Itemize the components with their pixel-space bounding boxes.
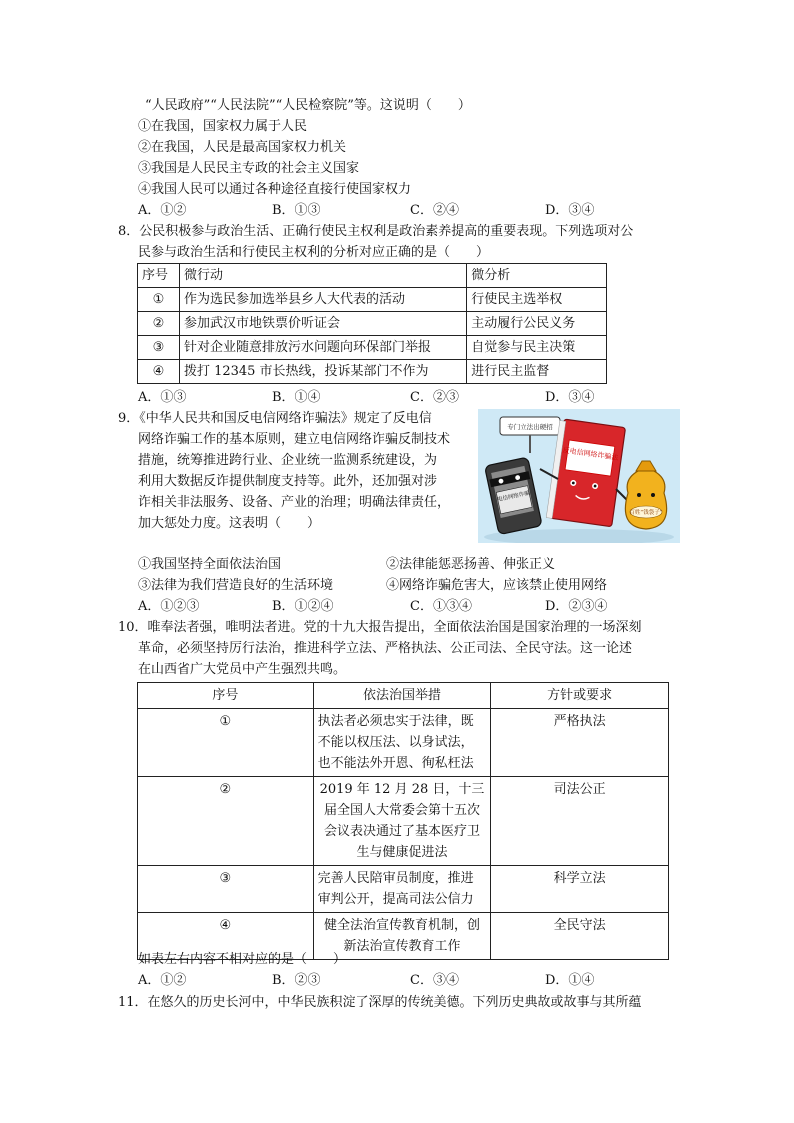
- q7-item-2: ②在我国，人民是最高国家权力机关: [138, 140, 347, 155]
- table-cell: 完善人民陪审员制度，推进审判公开，提高司法公信力: [313, 866, 491, 913]
- q9-option-d[interactable]: D．②③④: [545, 599, 608, 614]
- bag-text: 百姓“钱袋子”: [629, 510, 663, 516]
- table-cell: 全民守法: [491, 913, 669, 960]
- q9-stem-line-5: 诈相关非法服务、设备、产业的治理；明确法律责任，: [138, 495, 451, 510]
- table-row: [138, 777, 669, 866]
- table-header-row: [138, 683, 669, 709]
- table-cell: 司法公正: [491, 777, 669, 866]
- q7-item-3: ③我国是人民民主专政的社会主义国家: [138, 161, 360, 176]
- table-row: [138, 312, 607, 336]
- q7-item-4: ④我国人民可以通过各种途径直接行使国家权力: [138, 182, 412, 197]
- q9-stem-line-4: 利用大数据反诈提供制度支持等。此外，还加强对涉: [138, 474, 438, 489]
- table-cell: ④: [138, 360, 180, 384]
- q10-option-a[interactable]: A．①②: [138, 973, 187, 988]
- table-header-cell: 微行动: [179, 264, 466, 288]
- q9-item-3: ③法律为我们营造良好的生活环境: [138, 578, 334, 593]
- table-cell: ③: [138, 866, 314, 913]
- table-header-cell: 方针或要求: [491, 683, 669, 709]
- q9-item-4: ④网络诈骗危害大，应该禁止使用网络: [386, 578, 608, 593]
- table-cell: ①: [138, 709, 314, 777]
- table-cell: ④: [138, 913, 314, 960]
- q10-option-d[interactable]: D．①④: [545, 973, 595, 988]
- q9-option-b[interactable]: B．①②④: [272, 599, 334, 614]
- table-cell: ①: [138, 288, 180, 312]
- q9-stem-line-3: 措施，统筹推进跨行业、企业统一监测系统建设，为: [138, 453, 438, 468]
- anti-fraud-cartoon: [478, 409, 680, 543]
- table-cell: 参加武汉市地铁票价听证会: [179, 312, 466, 336]
- q10-option-b[interactable]: B．②③: [272, 973, 321, 988]
- table-header-cell: 微分析: [467, 264, 607, 288]
- table-cell: 主动履行公民义务: [467, 312, 607, 336]
- q8-table: [137, 263, 607, 384]
- q7-option-a[interactable]: A．①②: [138, 203, 187, 218]
- q11-stem-line-1: 11．在悠久的历史长河中，中华民族积淀了深厚的传统美德。下列历史典故或故事与其所蕴: [118, 995, 642, 1010]
- q10-after-table: 如表左右内容不相对应的是（ ）: [138, 952, 347, 967]
- q8-option-c[interactable]: C．②③: [410, 390, 459, 405]
- book-text: 反电信网络诈骗法: [562, 446, 619, 462]
- table-cell: 2019 年 12 月 28 日，十三届全国人大常委会第十五次会议表决通过了基本医疗卫生与健康促进法: [313, 777, 491, 866]
- q9-stem-line-6: 加大惩处力度。这表明（ ）: [138, 516, 321, 531]
- table-cell: 拨打 12345 市长热线，投诉某部门不作为: [179, 360, 466, 384]
- q10-stem-line-2: 革命，必须坚持厉行法治，推进科学立法、严格执法、公正司法、全民守法。这一论述: [138, 641, 633, 656]
- table-cell: 严格执法: [491, 709, 669, 777]
- table-row: [138, 709, 669, 777]
- q9-item-2: ②法律能惩恶扬善、伸张正义: [386, 557, 556, 572]
- q7-option-b[interactable]: B．①③: [272, 203, 321, 218]
- q8-option-a[interactable]: A．①③: [138, 390, 187, 405]
- q10-stem-line-1: 10．唯奉法者强，唯明法者进。党的十九大报告提出，全面依法治国是国家治理的一场深刻: [118, 620, 642, 635]
- q7-stem-tail: “人民政府”“人民法院”“人民检察院”等。这说明（ ）: [145, 98, 471, 113]
- table-cell: 进行民主监督: [467, 360, 607, 384]
- q9-option-a[interactable]: A．①②③: [138, 599, 200, 614]
- table-row: [138, 866, 669, 913]
- table-header-cell: 依法治国举措: [313, 683, 491, 709]
- table-cell: 执法者必须忠实于法律，既不能以权压法、以身试法，也不能法外开恩、徇私枉法: [313, 709, 491, 777]
- q7-item-1: ①在我国，国家权力属于人民: [138, 119, 308, 134]
- table-header-row: [138, 264, 607, 288]
- table-cell: 自觉参与民主决策: [467, 336, 607, 360]
- table-row: [138, 360, 607, 384]
- table-cell: ③: [138, 336, 180, 360]
- q9-item-1: ①我国坚持全面依法治国: [138, 557, 282, 572]
- q10-table: [137, 682, 669, 960]
- table-cell: 科学立法: [491, 866, 669, 913]
- q9-option-c[interactable]: C．①③④: [410, 599, 472, 614]
- table-cell: 健全法治宣传教育机制，创新法治宣传教育工作: [313, 913, 491, 960]
- phone-text: 电信网络诈骗: [496, 490, 531, 504]
- table-row: [138, 336, 607, 360]
- q8-stem-line-2: 民参与政治生活和行使民主权利的分析对应正确的是（ ）: [138, 245, 490, 260]
- q10-option-c[interactable]: C．③④: [410, 973, 459, 988]
- table-cell: 针对企业随意排放污水问题向环保部门举报: [179, 336, 466, 360]
- table-header-cell: 序号: [138, 683, 314, 709]
- table-cell: 行使民主选举权: [467, 288, 607, 312]
- q9-stem-line-1: 9．《中华人民共和国反电信网络诈骗法》规定了反电信: [118, 411, 432, 426]
- table-header-cell: 序号: [138, 264, 180, 288]
- sign-text: 专门立法出硬招: [507, 423, 553, 431]
- q10-stem-line-3: 在山西省广大党员中产生强烈共鸣。: [138, 662, 347, 677]
- q7-option-d[interactable]: D．③④: [545, 203, 595, 218]
- q7-option-c[interactable]: C．②④: [410, 203, 459, 218]
- q8-option-d[interactable]: D．③④: [545, 390, 595, 405]
- table-cell: ②: [138, 312, 180, 336]
- q8-option-b[interactable]: B．①④: [272, 390, 321, 405]
- q9-stem-line-2: 网络诈骗工作的基本原则，建立电信网络诈骗反制技术: [138, 432, 451, 447]
- table-cell: 作为选民参加选举县乡人大代表的活动: [179, 288, 466, 312]
- table-row: [138, 288, 607, 312]
- q8-stem-line-1: 8．公民积极参与政治生活、正确行使民主权利是政治素养提高的重要表现。下列选项对公: [118, 224, 634, 239]
- table-cell: ②: [138, 777, 314, 866]
